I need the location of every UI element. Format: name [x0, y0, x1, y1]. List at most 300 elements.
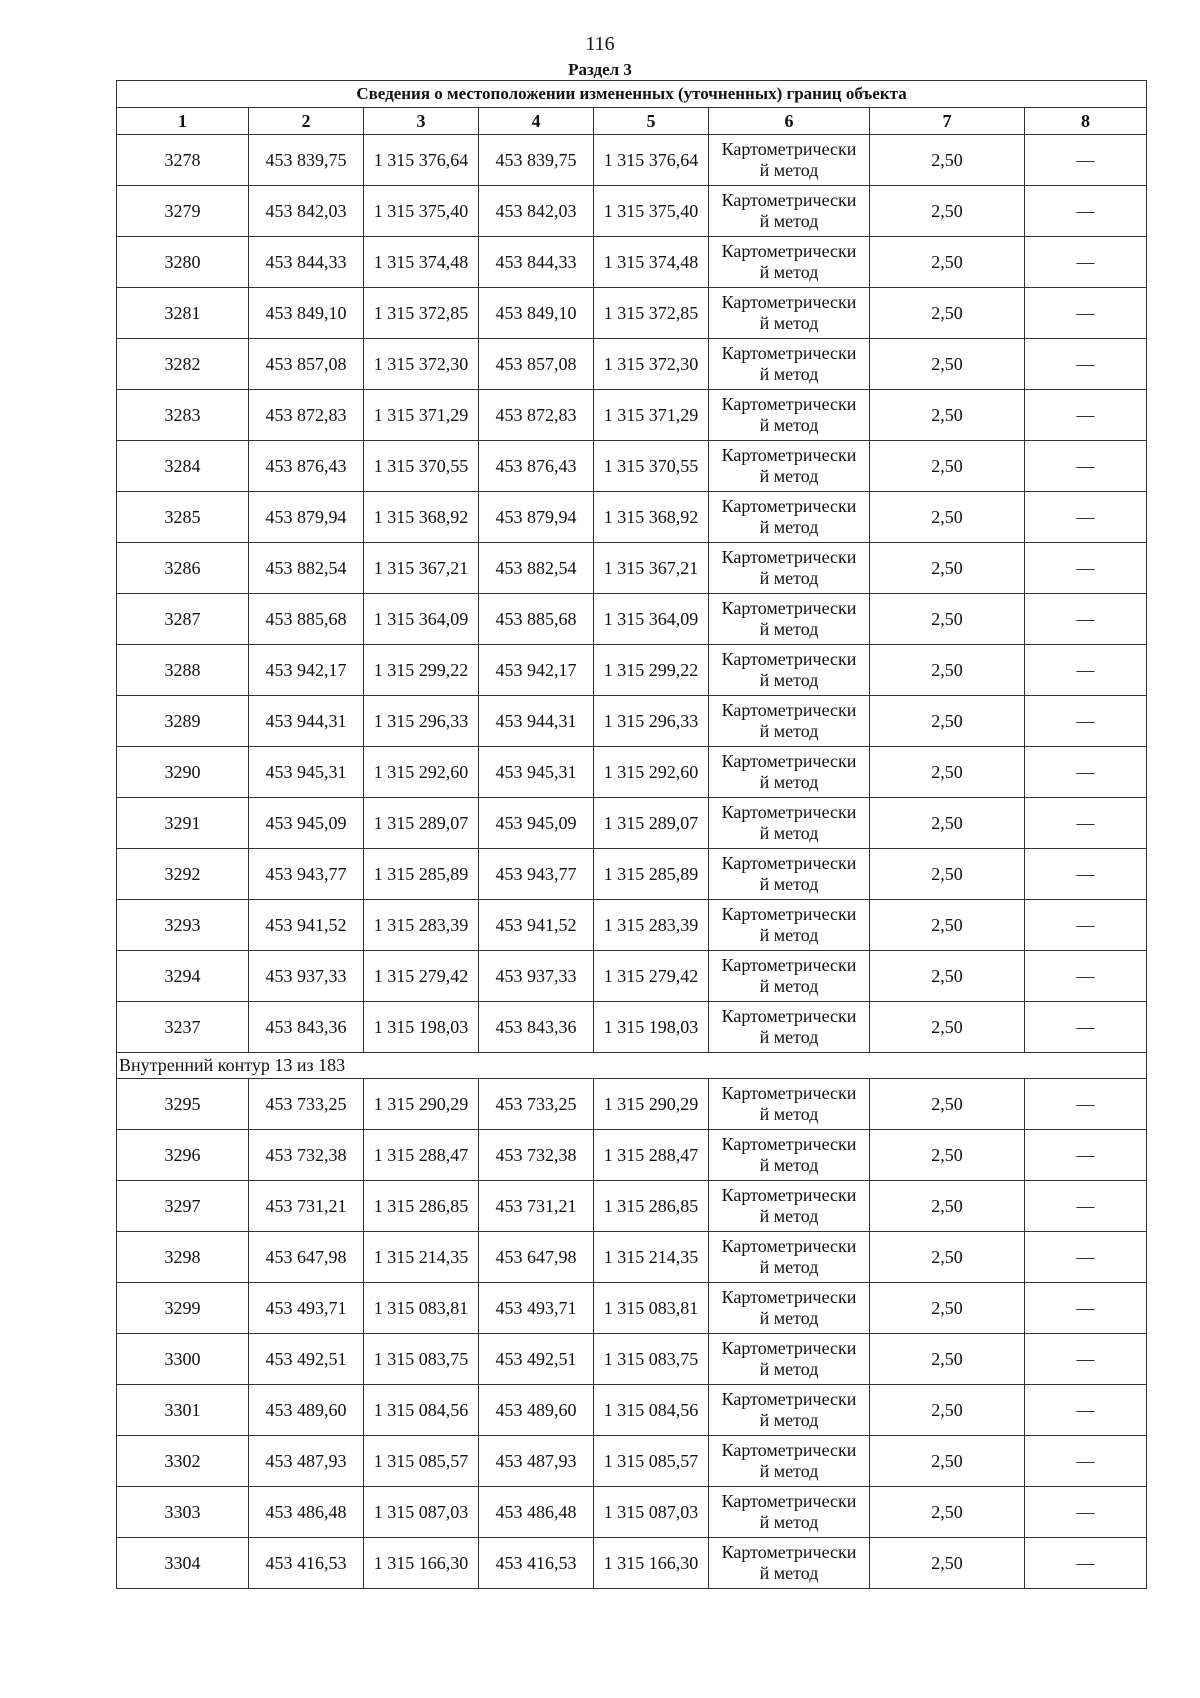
x-old-cell: 453 872,83	[249, 390, 364, 441]
note-cell: —	[1025, 594, 1147, 645]
table-row	[117, 492, 1147, 543]
table-row	[117, 237, 1147, 288]
method-cell	[709, 1181, 870, 1232]
table-caption-row	[117, 81, 1147, 108]
method-text-line: й метод	[759, 925, 819, 945]
method-text-line: й метод	[759, 364, 819, 384]
table-row	[117, 1181, 1147, 1232]
point-number-cell: 3286	[117, 543, 249, 594]
method-cell	[709, 1538, 870, 1589]
method-text-line: й метод	[759, 466, 819, 486]
y-old-cell: 1 315 085,57	[364, 1436, 479, 1487]
y-old-cell: 1 315 374,48	[364, 237, 479, 288]
point-number-cell: 3293	[117, 900, 249, 951]
y-new-cell: 1 315 372,85	[594, 288, 709, 339]
x-new-cell: 453 647,98	[479, 1232, 594, 1283]
y-old-cell: 1 315 375,40	[364, 186, 479, 237]
point-number-cell: 3283	[117, 390, 249, 441]
point-number-cell: 3279	[117, 186, 249, 237]
method-text-line: Картометрически	[721, 649, 857, 669]
table-row	[117, 1334, 1147, 1385]
method-cell	[709, 135, 870, 186]
accuracy-cell: 2,50	[870, 1385, 1025, 1436]
section-title: Раздел 3	[568, 60, 632, 79]
method-text-line: й метод	[759, 874, 819, 894]
x-new-cell: 453 732,38	[479, 1130, 594, 1181]
accuracy-cell: 2,50	[870, 900, 1025, 951]
method-text-line: Картометрически	[721, 190, 857, 210]
method-text-line: й метод	[759, 1027, 819, 1047]
method-text-line: й метод	[759, 160, 819, 180]
boundary-coordinates-table	[116, 80, 1147, 1589]
x-old-cell: 453 843,36	[249, 1002, 364, 1053]
column-header: 5	[594, 108, 709, 135]
y-old-cell: 1 315 166,30	[364, 1538, 479, 1589]
note-cell: —	[1025, 288, 1147, 339]
column-header: 2	[249, 108, 364, 135]
method-text-line: й метод	[759, 721, 819, 741]
method-cell	[709, 543, 870, 594]
note-cell: —	[1025, 237, 1147, 288]
table-row	[117, 1436, 1147, 1487]
y-new-cell: 1 315 285,89	[594, 849, 709, 900]
x-old-cell: 453 731,21	[249, 1181, 364, 1232]
method-text-line: й метод	[759, 1155, 819, 1175]
point-number-cell: 3290	[117, 747, 249, 798]
y-old-cell: 1 315 367,21	[364, 543, 479, 594]
y-new-cell: 1 315 084,56	[594, 1385, 709, 1436]
table-row	[117, 900, 1147, 951]
table-row	[117, 1079, 1147, 1130]
table-row	[117, 594, 1147, 645]
method-text-line: й метод	[759, 313, 819, 333]
x-new-cell: 453 486,48	[479, 1487, 594, 1538]
y-new-cell: 1 315 087,03	[594, 1487, 709, 1538]
table-row	[117, 339, 1147, 390]
method-text-line: Картометрически	[721, 955, 857, 975]
y-old-cell: 1 315 286,85	[364, 1181, 479, 1232]
x-old-cell: 453 842,03	[249, 186, 364, 237]
method-cell	[709, 645, 870, 696]
method-cell	[709, 747, 870, 798]
accuracy-cell: 2,50	[870, 747, 1025, 798]
accuracy-cell: 2,50	[870, 543, 1025, 594]
x-new-cell: 453 945,09	[479, 798, 594, 849]
x-old-cell: 453 647,98	[249, 1232, 364, 1283]
y-new-cell: 1 315 299,22	[594, 645, 709, 696]
page-number: 116	[585, 33, 615, 55]
note-cell: —	[1025, 900, 1147, 951]
method-text-line: Картометрически	[721, 1006, 857, 1026]
accuracy-cell: 2,50	[870, 237, 1025, 288]
accuracy-cell: 2,50	[870, 441, 1025, 492]
x-old-cell: 453 943,77	[249, 849, 364, 900]
method-text-line: й метод	[759, 1512, 819, 1532]
table-row	[117, 1283, 1147, 1334]
table-row	[117, 849, 1147, 900]
y-old-cell: 1 315 372,85	[364, 288, 479, 339]
x-new-cell: 453 492,51	[479, 1334, 594, 1385]
x-new-cell: 453 839,75	[479, 135, 594, 186]
y-old-cell: 1 315 370,55	[364, 441, 479, 492]
y-new-cell: 1 315 368,92	[594, 492, 709, 543]
method-text-line: Картометрически	[721, 496, 857, 516]
x-old-cell: 453 876,43	[249, 441, 364, 492]
x-old-cell: 453 486,48	[249, 1487, 364, 1538]
accuracy-cell: 2,50	[870, 1232, 1025, 1283]
method-text-line: Картометрически	[721, 1389, 857, 1409]
y-new-cell: 1 315 166,30	[594, 1538, 709, 1589]
table-row	[117, 747, 1147, 798]
y-old-cell: 1 315 083,81	[364, 1283, 479, 1334]
y-old-cell: 1 315 279,42	[364, 951, 479, 1002]
x-new-cell: 453 879,94	[479, 492, 594, 543]
note-cell: —	[1025, 135, 1147, 186]
y-old-cell: 1 315 084,56	[364, 1385, 479, 1436]
y-old-cell: 1 315 214,35	[364, 1232, 479, 1283]
y-new-cell: 1 315 289,07	[594, 798, 709, 849]
method-text-line: Картометрически	[721, 751, 857, 771]
column-header: 3	[364, 108, 479, 135]
y-new-cell: 1 315 283,39	[594, 900, 709, 951]
point-number-cell: 3295	[117, 1079, 249, 1130]
method-text-line: й метод	[759, 517, 819, 537]
x-new-cell: 453 872,83	[479, 390, 594, 441]
point-number-cell: 3301	[117, 1385, 249, 1436]
y-old-cell: 1 315 296,33	[364, 696, 479, 747]
point-number-cell: 3287	[117, 594, 249, 645]
method-text-line: й метод	[759, 262, 819, 282]
y-new-cell: 1 315 083,75	[594, 1334, 709, 1385]
method-text-line: й метод	[759, 568, 819, 588]
accuracy-cell: 2,50	[870, 951, 1025, 1002]
accuracy-cell: 2,50	[870, 186, 1025, 237]
method-text-line: й метод	[759, 772, 819, 792]
method-cell	[709, 900, 870, 951]
y-old-cell: 1 315 299,22	[364, 645, 479, 696]
method-text-line: Картометрически	[721, 700, 857, 720]
x-new-cell: 453 942,17	[479, 645, 594, 696]
y-old-cell: 1 315 368,92	[364, 492, 479, 543]
table-row	[117, 951, 1147, 1002]
table-row	[117, 441, 1147, 492]
method-text-line: Картометрически	[721, 139, 857, 159]
table-row	[117, 1487, 1147, 1538]
method-text-line: Картометрически	[721, 394, 857, 414]
point-number-cell: 3291	[117, 798, 249, 849]
method-text-line: й метод	[759, 211, 819, 231]
note-cell: —	[1025, 951, 1147, 1002]
x-new-cell: 453 843,36	[479, 1002, 594, 1053]
x-old-cell: 453 849,10	[249, 288, 364, 339]
x-new-cell: 453 941,52	[479, 900, 594, 951]
table-row	[117, 1538, 1147, 1589]
y-old-cell: 1 315 285,89	[364, 849, 479, 900]
x-old-cell: 453 839,75	[249, 135, 364, 186]
accuracy-cell: 2,50	[870, 339, 1025, 390]
method-cell	[709, 339, 870, 390]
x-new-cell: 453 945,31	[479, 747, 594, 798]
accuracy-cell: 2,50	[870, 1079, 1025, 1130]
y-new-cell: 1 315 371,29	[594, 390, 709, 441]
x-new-cell: 453 487,93	[479, 1436, 594, 1487]
note-cell: —	[1025, 1487, 1147, 1538]
method-cell	[709, 1487, 870, 1538]
note-cell: —	[1025, 390, 1147, 441]
accuracy-cell: 2,50	[870, 135, 1025, 186]
method-text-line: й метод	[759, 823, 819, 843]
x-old-cell: 453 487,93	[249, 1436, 364, 1487]
point-number-cell: 3285	[117, 492, 249, 543]
note-cell: —	[1025, 441, 1147, 492]
y-new-cell: 1 315 292,60	[594, 747, 709, 798]
point-number-cell: 3302	[117, 1436, 249, 1487]
x-old-cell: 453 844,33	[249, 237, 364, 288]
point-number-cell: 3304	[117, 1538, 249, 1589]
y-old-cell: 1 315 288,47	[364, 1130, 479, 1181]
method-cell	[709, 1385, 870, 1436]
y-new-cell: 1 315 376,64	[594, 135, 709, 186]
point-number-cell: 3297	[117, 1181, 249, 1232]
method-cell	[709, 696, 870, 747]
x-new-cell: 453 489,60	[479, 1385, 594, 1436]
note-cell: —	[1025, 1385, 1147, 1436]
y-old-cell: 1 315 198,03	[364, 1002, 479, 1053]
method-text-line: Картометрически	[721, 1236, 857, 1256]
method-cell	[709, 1002, 870, 1053]
method-text-line: й метод	[759, 1104, 819, 1124]
method-text-line: й метод	[759, 1308, 819, 1328]
method-text-line: Картометрически	[721, 1287, 857, 1307]
method-text-line: Картометрически	[721, 292, 857, 312]
note-cell: —	[1025, 1130, 1147, 1181]
y-new-cell: 1 315 288,47	[594, 1130, 709, 1181]
x-new-cell: 453 849,10	[479, 288, 594, 339]
x-new-cell: 453 885,68	[479, 594, 594, 645]
y-new-cell: 1 315 083,81	[594, 1283, 709, 1334]
accuracy-cell: 2,50	[870, 288, 1025, 339]
method-text-line: Картометрически	[721, 904, 857, 924]
note-cell: —	[1025, 1181, 1147, 1232]
y-old-cell: 1 315 083,75	[364, 1334, 479, 1385]
x-new-cell: 453 882,54	[479, 543, 594, 594]
point-number-cell: 3278	[117, 135, 249, 186]
column-header: 6	[709, 108, 870, 135]
table-caption: Сведения о местоположении измененных (уточненных) границ объекта	[117, 81, 1147, 108]
x-old-cell: 453 416,53	[249, 1538, 364, 1589]
method-text-line: Картометрически	[721, 1440, 857, 1460]
note-cell: —	[1025, 1079, 1147, 1130]
method-text-line: й метод	[759, 1410, 819, 1430]
column-number-row	[117, 108, 1147, 135]
method-cell	[709, 1436, 870, 1487]
x-new-cell: 453 731,21	[479, 1181, 594, 1232]
x-old-cell: 453 945,09	[249, 798, 364, 849]
y-new-cell: 1 315 375,40	[594, 186, 709, 237]
point-number-cell: 3281	[117, 288, 249, 339]
note-cell: —	[1025, 798, 1147, 849]
x-new-cell: 453 844,33	[479, 237, 594, 288]
method-text-line: Картометрически	[721, 241, 857, 261]
x-old-cell: 453 879,94	[249, 492, 364, 543]
table-row	[117, 1385, 1147, 1436]
x-old-cell: 453 492,51	[249, 1334, 364, 1385]
y-new-cell: 1 315 296,33	[594, 696, 709, 747]
table-row	[117, 1232, 1147, 1283]
x-new-cell: 453 493,71	[479, 1283, 594, 1334]
method-text-line: Картометрически	[721, 547, 857, 567]
table-row	[117, 1130, 1147, 1181]
y-old-cell: 1 315 087,03	[364, 1487, 479, 1538]
method-text-line: Картометрически	[721, 853, 857, 873]
table-row	[117, 696, 1147, 747]
x-new-cell: 453 733,25	[479, 1079, 594, 1130]
accuracy-cell: 2,50	[870, 696, 1025, 747]
method-cell	[709, 1232, 870, 1283]
table-body	[117, 135, 1147, 1589]
method-text-line: й метод	[759, 1461, 819, 1481]
point-number-cell: 3299	[117, 1283, 249, 1334]
note-cell: —	[1025, 339, 1147, 390]
point-number-cell: 3303	[117, 1487, 249, 1538]
method-cell	[709, 441, 870, 492]
x-new-cell: 453 416,53	[479, 1538, 594, 1589]
y-new-cell: 1 315 286,85	[594, 1181, 709, 1232]
table-row	[117, 798, 1147, 849]
method-text-line: й метод	[759, 619, 819, 639]
table-row	[117, 645, 1147, 696]
method-text-line: й метод	[759, 415, 819, 435]
method-text-line: Картометрически	[721, 343, 857, 363]
point-number-cell: 3237	[117, 1002, 249, 1053]
method-text-line: й метод	[759, 1206, 819, 1226]
accuracy-cell: 2,50	[870, 645, 1025, 696]
point-number-cell: 3298	[117, 1232, 249, 1283]
method-cell	[709, 492, 870, 543]
note-cell: —	[1025, 645, 1147, 696]
note-cell: —	[1025, 1232, 1147, 1283]
x-old-cell: 453 885,68	[249, 594, 364, 645]
method-text-line: й метод	[759, 1359, 819, 1379]
note-cell: —	[1025, 849, 1147, 900]
accuracy-cell: 2,50	[870, 1181, 1025, 1232]
x-old-cell: 453 941,52	[249, 900, 364, 951]
method-cell	[709, 390, 870, 441]
method-text-line: Картометрически	[721, 598, 857, 618]
accuracy-cell: 2,50	[870, 849, 1025, 900]
y-old-cell: 1 315 292,60	[364, 747, 479, 798]
method-text-line: й метод	[759, 1257, 819, 1277]
method-text-line: й метод	[759, 670, 819, 690]
table-row	[117, 135, 1147, 186]
y-old-cell: 1 315 364,09	[364, 594, 479, 645]
y-new-cell: 1 315 290,29	[594, 1079, 709, 1130]
method-text-line: Картометрически	[721, 1134, 857, 1154]
y-new-cell: 1 315 367,21	[594, 543, 709, 594]
table-row	[117, 390, 1147, 441]
y-old-cell: 1 315 290,29	[364, 1079, 479, 1130]
x-old-cell: 453 944,31	[249, 696, 364, 747]
note-cell: —	[1025, 492, 1147, 543]
x-new-cell: 453 943,77	[479, 849, 594, 900]
accuracy-cell: 2,50	[870, 1002, 1025, 1053]
method-cell	[709, 594, 870, 645]
y-new-cell: 1 315 370,55	[594, 441, 709, 492]
x-new-cell: 453 944,31	[479, 696, 594, 747]
y-new-cell: 1 315 198,03	[594, 1002, 709, 1053]
method-text-line: Картометрически	[721, 1083, 857, 1103]
method-cell	[709, 1283, 870, 1334]
method-cell	[709, 1079, 870, 1130]
method-cell	[709, 237, 870, 288]
x-old-cell: 453 493,71	[249, 1283, 364, 1334]
note-cell: —	[1025, 747, 1147, 798]
x-new-cell: 453 937,33	[479, 951, 594, 1002]
accuracy-cell: 2,50	[870, 1487, 1025, 1538]
accuracy-cell: 2,50	[870, 390, 1025, 441]
y-old-cell: 1 315 283,39	[364, 900, 479, 951]
method-text-line: Картометрически	[721, 802, 857, 822]
note-cell: —	[1025, 1002, 1147, 1053]
x-new-cell: 453 857,08	[479, 339, 594, 390]
note-cell: —	[1025, 1283, 1147, 1334]
y-old-cell: 1 315 289,07	[364, 798, 479, 849]
method-text-line: Картометрически	[721, 1338, 857, 1358]
accuracy-cell: 2,50	[870, 492, 1025, 543]
note-cell: —	[1025, 1334, 1147, 1385]
x-old-cell: 453 732,38	[249, 1130, 364, 1181]
method-cell	[709, 186, 870, 237]
accuracy-cell: 2,50	[870, 798, 1025, 849]
x-new-cell: 453 842,03	[479, 186, 594, 237]
accuracy-cell: 2,50	[870, 1334, 1025, 1385]
x-old-cell: 453 942,17	[249, 645, 364, 696]
point-number-cell: 3289	[117, 696, 249, 747]
column-header: 4	[479, 108, 594, 135]
x-old-cell: 453 937,33	[249, 951, 364, 1002]
note-cell: —	[1025, 186, 1147, 237]
x-old-cell: 453 945,31	[249, 747, 364, 798]
x-old-cell: 453 882,54	[249, 543, 364, 594]
method-text-line: Картометрически	[721, 1491, 857, 1511]
y-new-cell: 1 315 085,57	[594, 1436, 709, 1487]
x-old-cell: 453 857,08	[249, 339, 364, 390]
method-cell	[709, 798, 870, 849]
point-number-cell: 3282	[117, 339, 249, 390]
method-text-line: й метод	[759, 976, 819, 996]
note-cell: —	[1025, 543, 1147, 594]
x-old-cell: 453 733,25	[249, 1079, 364, 1130]
point-number-cell: 3294	[117, 951, 249, 1002]
method-cell	[709, 951, 870, 1002]
method-cell	[709, 288, 870, 339]
y-old-cell: 1 315 371,29	[364, 390, 479, 441]
accuracy-cell: 2,50	[870, 1436, 1025, 1487]
method-text-line: Картометрически	[721, 1185, 857, 1205]
point-number-cell: 3296	[117, 1130, 249, 1181]
column-header: 7	[870, 108, 1025, 135]
point-number-cell: 3300	[117, 1334, 249, 1385]
point-number-cell: 3288	[117, 645, 249, 696]
x-old-cell: 453 489,60	[249, 1385, 364, 1436]
table-row	[117, 186, 1147, 237]
contour-label: Внутренний контур 13 из 183	[117, 1053, 1147, 1079]
method-text-line: й метод	[759, 1563, 819, 1583]
y-old-cell: 1 315 376,64	[364, 135, 479, 186]
column-header: 8	[1025, 108, 1147, 135]
y-new-cell: 1 315 374,48	[594, 237, 709, 288]
note-cell: —	[1025, 1538, 1147, 1589]
